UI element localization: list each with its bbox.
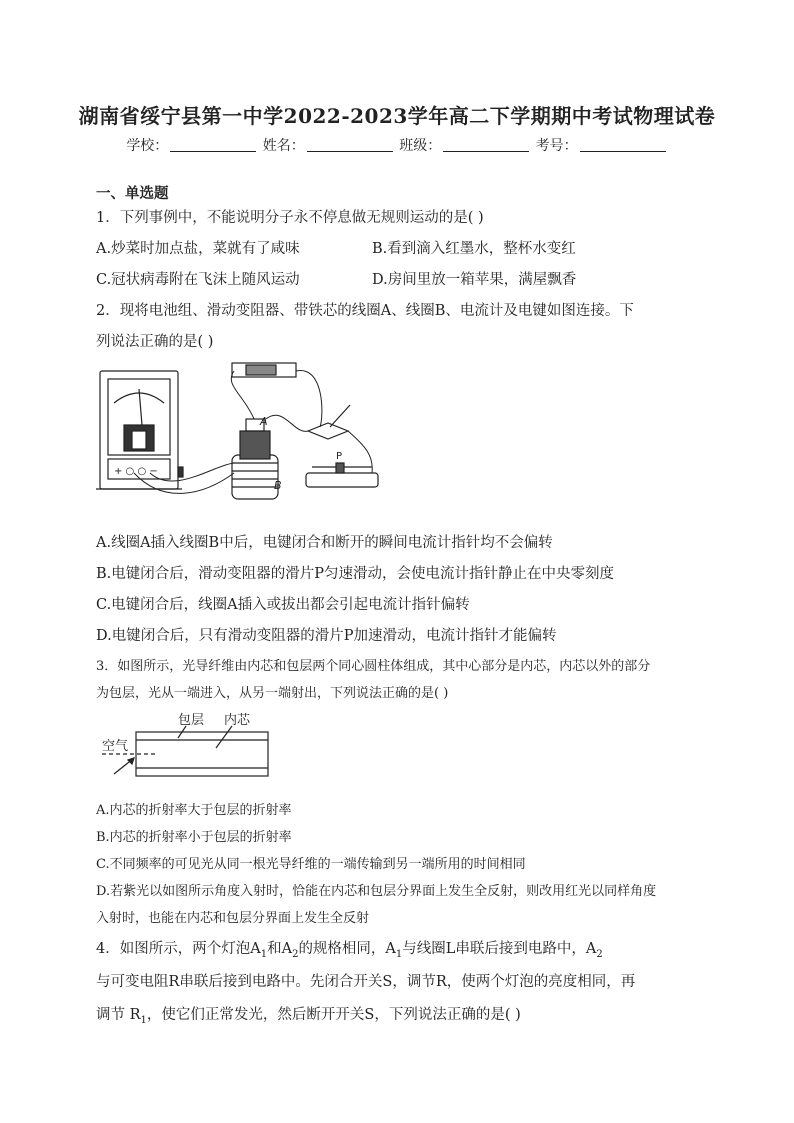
q4-stem-line3: [96, 1003, 521, 1026]
q3-option-c: C.不同频率的可见光从同一根光导纤维的一端传输到另一端所用的时间相同: [96, 857, 526, 872]
q1-option-c: C.冠状病毒附在飞沫上随风运动: [96, 272, 300, 288]
switch: [308, 405, 350, 439]
q1-option-a: A.炒菜时加点盐，菜就有了咸味: [96, 241, 300, 257]
exam-number-blank: [580, 137, 666, 152]
q1-stem: 1．下列事例中，不能说明分子永不停息做无规则运动的是( ): [96, 210, 484, 226]
q4-stem-line2: 与可变电阻R串联后接到电路中。先闭合开关S，调节R，使两个灯泡的亮度相同，再: [96, 974, 636, 990]
name-label: 姓名：: [262, 138, 305, 154]
q3-optical-fiber-figure: [96, 708, 286, 786]
q3-stem-line2: 为包层，光从一端进入，从另一端射出，下列说法正确的是( ): [96, 686, 449, 701]
class-blank: [443, 137, 529, 152]
q1-option-d: D.房间里放一箱苹果，满屋飘香: [372, 272, 577, 288]
q2-circuit-figure: [94, 355, 384, 505]
q2-option-d: D.电键闭合后，只有滑动变阻器的滑片P加速滑动，电流计指针才能偏转: [96, 628, 557, 644]
q2-option-b: B.电键闭合后，滑动变阻器的滑片P匀速滑动，会使电流计指针静止在中央零刻度: [96, 566, 615, 582]
section-heading: 一、单选题: [96, 186, 169, 202]
q4-l3b: ，使它们正常发光，然后断开开关S，下列说法正确的是( ): [146, 1007, 521, 1023]
q3-stem-line1: 3．如图所示，光导纤维由内芯和包层两个同心圆柱体组成，其中心部分是内芯，内芯以外的部分: [96, 659, 651, 674]
q2-stem-line1: 2．现将电池组、滑动变阻器、带铁芯的线圈A、线圈B、电流计及电键如图连接。下: [96, 303, 634, 319]
school-label: 学校：: [126, 138, 169, 154]
q3-option-b: B.内芯的折射率小于包层的折射率: [96, 830, 292, 845]
q4-l1b: 和A: [267, 941, 293, 957]
q3-option-d-line2: 入射时，也能在内芯和包层分界面上发生全反射: [96, 911, 370, 926]
name-blank: [307, 137, 393, 152]
q4-l1d: 与线圈L串联后接到电路中，A: [402, 941, 597, 957]
coil-b-label: B: [274, 479, 282, 492]
q3-option-a: A.内芯的折射率大于包层的折射率: [96, 803, 292, 818]
slider-p-label: P: [336, 451, 343, 462]
air-label: 空气: [102, 739, 129, 754]
q4-stem-line1: [96, 937, 603, 960]
q2-option-c: C.电键闭合后，线圈A插入或拔出都会引起电流计指针偏转: [96, 597, 470, 613]
q2-option-a: A.线圈A插入线圈B中后，电键闭合和断开的瞬间电流计指针均不会偏转: [96, 535, 553, 551]
coil-assembly: [232, 419, 278, 499]
q4-l1s2: 2: [292, 948, 299, 960]
q4-l1s4: 2: [596, 948, 603, 960]
core-label: 内芯: [224, 713, 251, 728]
q4-l1c: 的规格相同，A: [298, 941, 396, 957]
q4-l1s3: 1: [395, 948, 403, 960]
exam-title: 湖南省绥宁县第一中学2022-2023学年高二下学期期中考试物理试卷: [78, 104, 716, 128]
school-blank: [170, 137, 256, 152]
q4-l3s: 1: [140, 1014, 147, 1026]
class-label: 班级：: [399, 138, 442, 154]
student-info-row: [0, 135, 794, 155]
q2-stem-line2: 列说法正确的是( ): [96, 334, 214, 350]
q4-l3a: 调节 R: [96, 1007, 141, 1023]
q1-option-b: B.看到滴入红墨水，整杯水变红: [372, 241, 576, 257]
q4-l1a: 4．如图所示，两个灯泡A: [96, 941, 261, 957]
cladding-label: 包层: [178, 713, 205, 728]
exam-number-label: 考号：: [535, 138, 578, 154]
battery-pack: [232, 363, 296, 377]
galvanometer-terminal-label: + ○ ○ −: [114, 466, 158, 477]
rheostat: [306, 463, 378, 487]
q3-option-d-line1: D.若紫光以如图所示角度入射时，恰能在内芯和包层分界面上发生全反射，则改用红光以同样角度: [96, 884, 657, 899]
q4-l1s1: 1: [260, 948, 268, 960]
coil-a-label: A: [260, 415, 268, 428]
